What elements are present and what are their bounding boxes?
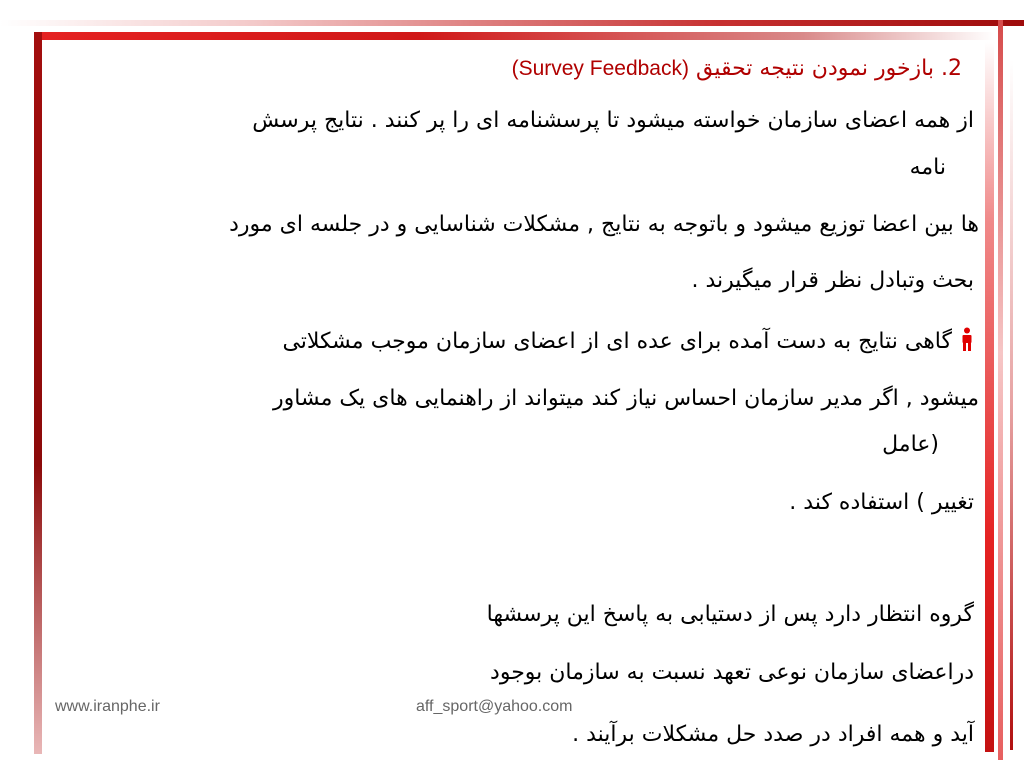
slide-title <box>512 56 962 81</box>
right-decorative-bar-inner <box>985 42 994 752</box>
top-decorative-bar-thick <box>35 32 995 40</box>
paragraph-line: بحث وتبادل نظر قرار میگیرند . <box>691 268 974 293</box>
paragraph-line: میشود , اگر مدیر سازمان احساس نیاز کند میتواند از راهنمایی های یک مشاور <box>273 386 979 411</box>
footer-email: aff_sport@yahoo.com <box>416 698 573 715</box>
paragraph-line: (عامل <box>882 432 939 457</box>
right-decorative-bar-outer <box>1010 60 1013 750</box>
top-decorative-bar-thin <box>0 20 1024 26</box>
slide-title-latin: (Survey Feedback) <box>511 57 689 80</box>
paragraph-line: ها بین اعضا توزیع میشود و باتوجه به نتایج , مشکلات شناسایی و در جلسه ای مورد <box>229 212 979 237</box>
paragraph-line: دراعضای سازمان نوعی تعهد نسبت به سازمان بوجود <box>490 660 974 685</box>
paragraph-line: گروه انتظار دارد پس از دستیابی به پاسخ این پرسشها <box>486 602 974 627</box>
paragraph-line: نامه <box>909 155 946 180</box>
bullet-text: گاهی نتایج به دست آمده برای عده ای از اعضای سازمان موجب مشکلاتی <box>282 329 952 354</box>
person-icon <box>960 327 974 357</box>
paragraph-line: از همه اعضای سازمان خواسته میشود تا پرسشنامه ای را پر کنند . نتایج پرسش <box>252 108 974 133</box>
paragraph-line: تغییر ) استفاده کند . <box>789 490 974 515</box>
paragraph-line: آید و همه افراد در صدد حل مشکلات برآیند . <box>572 722 974 747</box>
slide-title-text: 2. بازخور نمودن نتیجه تحقیق <box>695 56 962 81</box>
left-decorative-bar <box>34 32 42 754</box>
footer-website: www.iranphe.ir <box>55 698 160 715</box>
right-decorative-bar-middle <box>998 20 1003 760</box>
bullet-line <box>282 327 974 357</box>
